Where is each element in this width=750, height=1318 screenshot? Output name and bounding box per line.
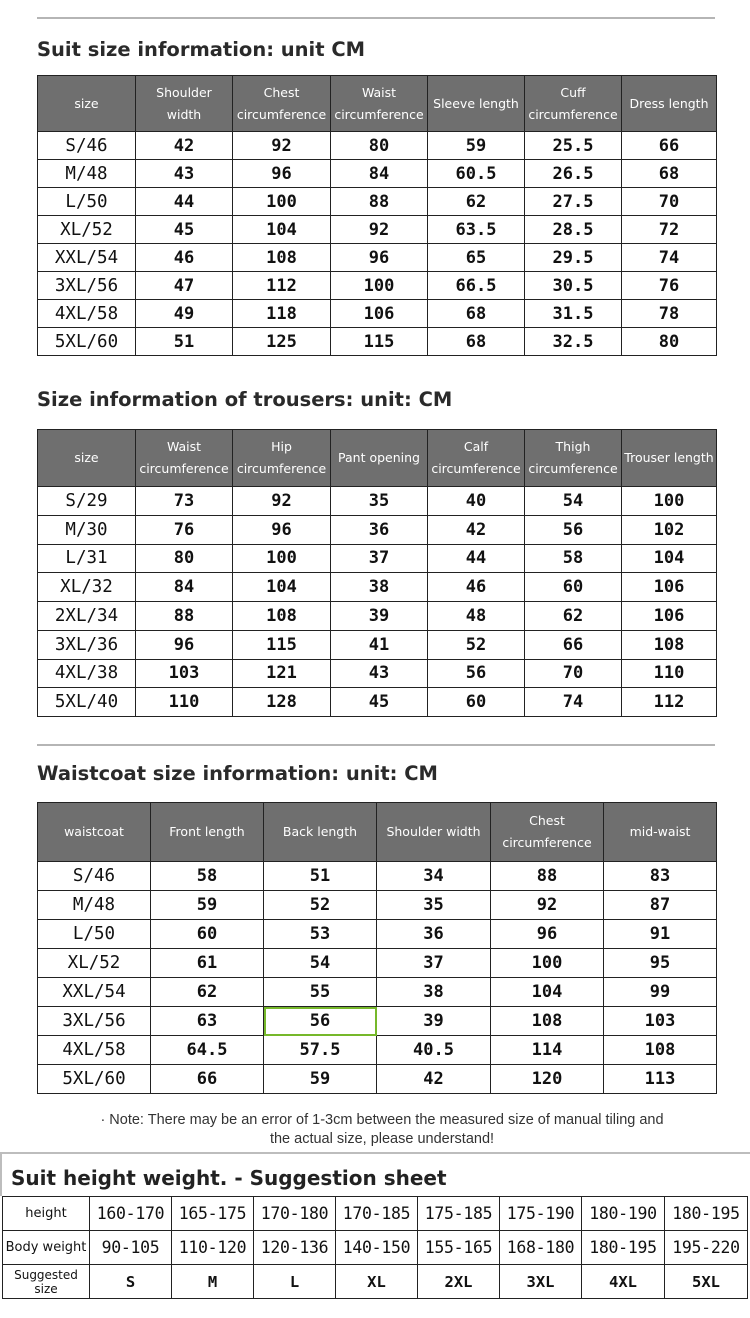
waistcoat-size-cell: 3XL/56 xyxy=(38,1007,151,1036)
suggested-size-cell: 3XL xyxy=(500,1265,582,1299)
suit-value-cell: 118 xyxy=(233,300,331,328)
suit-header-dress-length xyxy=(622,76,717,132)
suggested-size-label-line-2: size xyxy=(34,1281,58,1296)
suit-header-row xyxy=(38,76,717,132)
waistcoat-value-cell: 100 xyxy=(491,949,604,978)
suit-row xyxy=(38,188,717,216)
suit-value-cell: 72 xyxy=(622,216,717,244)
suggested-size-cell: 4XL xyxy=(582,1265,665,1299)
suit-value-cell: 68 xyxy=(428,300,525,328)
suit-value-cell: 49 xyxy=(136,300,233,328)
trousers-header-line: Waist xyxy=(166,439,202,454)
waistcoat-value-cell: 83 xyxy=(604,862,717,891)
waistcoat-row xyxy=(38,862,717,891)
suit-value-cell: 30.5 xyxy=(525,272,622,300)
trousers-value-cell: 108 xyxy=(233,602,331,631)
suit-value-cell: 125 xyxy=(233,328,331,356)
waistcoat-header-line: mid-waist xyxy=(629,824,691,839)
suit-value-cell: 31.5 xyxy=(525,300,622,328)
waistcoat-header-line: Front length xyxy=(169,824,245,839)
trousers-value-cell: 38 xyxy=(331,573,428,602)
trousers-header-pant-opening xyxy=(331,430,428,487)
waistcoat-value-cell: 99 xyxy=(604,978,717,1007)
trousers-header-line: circumference xyxy=(139,461,229,476)
trousers-value-cell: 35 xyxy=(331,487,428,516)
suggestion-sheet-title: Suit height weight. - Suggestion sheet xyxy=(11,1166,447,1190)
trousers-value-cell: 60 xyxy=(428,688,525,717)
suit-header-line: Cuff xyxy=(560,84,586,100)
waistcoat-value-cell: 88 xyxy=(491,862,604,891)
suit-row xyxy=(38,328,717,356)
waistcoat-size-cell: M/48 xyxy=(38,891,151,920)
waistcoat-value-cell-selected: 56 xyxy=(264,1007,377,1036)
top-divider xyxy=(37,17,715,19)
suit-value-cell: 25.5 xyxy=(525,132,622,160)
suit-value-cell: 96 xyxy=(331,244,428,272)
waistcoat-row xyxy=(38,891,717,920)
trousers-value-cell: 74 xyxy=(525,688,622,717)
suit-size-cell: L/50 xyxy=(38,188,136,216)
trousers-header-waist-circumference xyxy=(136,430,233,487)
trousers-value-cell: 62 xyxy=(525,602,622,631)
suit-header-sleeve-length xyxy=(428,76,525,132)
trousers-header-row xyxy=(38,430,717,487)
waistcoat-value-cell: 52 xyxy=(264,891,377,920)
suit-value-cell: 96 xyxy=(233,160,331,188)
suit-value-cell: 66.5 xyxy=(428,272,525,300)
suit-value-cell: 112 xyxy=(233,272,331,300)
waistcoat-size-cell: 5XL/60 xyxy=(38,1065,151,1094)
trousers-value-cell: 37 xyxy=(331,544,428,573)
weight-row xyxy=(3,1231,748,1265)
suit-value-cell: 42 xyxy=(136,132,233,160)
suit-value-cell: 66 xyxy=(622,132,717,160)
suit-size-cell: M/48 xyxy=(38,160,136,188)
trousers-size-cell: 2XL/34 xyxy=(38,602,136,631)
suit-header-line: circumference xyxy=(334,106,424,122)
trousers-value-cell: 80 xyxy=(136,544,233,573)
trousers-header-line: circumference xyxy=(236,461,327,476)
trousers-row xyxy=(38,659,717,688)
suit-size-cell: S/46 xyxy=(38,132,136,160)
trousers-value-cell: 39 xyxy=(331,602,428,631)
suit-value-cell: 106 xyxy=(331,300,428,328)
trousers-value-cell: 48 xyxy=(428,602,525,631)
suit-header-waist-circumference xyxy=(331,76,428,132)
suit-header-line: circumference xyxy=(528,106,618,122)
waistcoat-header-line: circumference xyxy=(502,835,592,850)
waistcoat-size-cell: XL/52 xyxy=(38,949,151,978)
waistcoat-value-cell: 36 xyxy=(377,920,491,949)
waistcoat-header-shoulder-width xyxy=(377,803,491,862)
suit-row xyxy=(38,300,717,328)
trousers-value-cell: 108 xyxy=(622,630,717,659)
suit-value-cell: 80 xyxy=(331,132,428,160)
suit-row xyxy=(38,160,717,188)
trousers-value-cell: 42 xyxy=(428,515,525,544)
suit-row xyxy=(38,272,717,300)
waistcoat-value-cell: 37 xyxy=(377,949,491,978)
waistcoat-header-line: Back length xyxy=(282,824,358,839)
waistcoat-value-cell: 57.5 xyxy=(264,1036,377,1065)
waistcoat-value-cell: 62 xyxy=(151,978,264,1007)
waistcoat-value-cell: 114 xyxy=(491,1036,604,1065)
suit-header-line: Sleeve length xyxy=(433,95,519,111)
trousers-value-cell: 106 xyxy=(622,602,717,631)
suit-body xyxy=(38,132,717,356)
waistcoat-value-cell: 92 xyxy=(491,891,604,920)
trousers-value-cell: 110 xyxy=(136,688,233,717)
suit-value-cell: 29.5 xyxy=(525,244,622,272)
weight-value-cell: 168-180 xyxy=(500,1231,582,1265)
suit-header-cuff-circumference xyxy=(525,76,622,132)
waistcoat-value-cell: 60 xyxy=(151,920,264,949)
waistcoat-size-cell: S/46 xyxy=(38,862,151,891)
trousers-value-cell: 84 xyxy=(136,573,233,602)
suit-value-cell: 59 xyxy=(428,132,525,160)
trousers-size-cell: 4XL/38 xyxy=(38,659,136,688)
waistcoat-header-row xyxy=(38,803,717,862)
waistcoat-value-cell: 113 xyxy=(604,1065,717,1094)
waistcoat-value-cell: 42 xyxy=(377,1065,491,1094)
suit-value-cell: 62 xyxy=(428,188,525,216)
trousers-header-line: Hip xyxy=(271,439,292,454)
trousers-value-cell: 103 xyxy=(136,659,233,688)
waistcoat-value-cell: 51 xyxy=(264,862,377,891)
trousers-value-cell: 54 xyxy=(525,487,622,516)
trousers-header-line: size xyxy=(74,450,99,465)
height-value-cell: 170-185 xyxy=(336,1197,418,1231)
trousers-row xyxy=(38,688,717,717)
suggested-size-row xyxy=(3,1265,748,1299)
measurement-note xyxy=(37,1111,727,1149)
trousers-value-cell: 115 xyxy=(233,630,331,659)
suit-value-cell: 65 xyxy=(428,244,525,272)
trousers-value-cell: 76 xyxy=(136,515,233,544)
suit-header-chest-circumference xyxy=(233,76,331,132)
trousers-value-cell: 112 xyxy=(622,688,717,717)
height-value-cell: 160-170 xyxy=(90,1197,172,1231)
trousers-value-cell: 104 xyxy=(622,544,717,573)
suit-value-cell: 92 xyxy=(233,132,331,160)
trousers-value-cell: 96 xyxy=(136,630,233,659)
suit-header-line: Dress length xyxy=(629,95,709,111)
trousers-value-cell: 104 xyxy=(233,573,331,602)
waistcoat-value-cell: 58 xyxy=(151,862,264,891)
trousers-value-cell: 128 xyxy=(233,688,331,717)
suit-header-line: width xyxy=(166,106,202,122)
trousers-size-cell: 3XL/36 xyxy=(38,630,136,659)
trousers-value-cell: 56 xyxy=(428,659,525,688)
trousers-header-hip-circumference xyxy=(233,430,331,487)
suit-row xyxy=(38,132,717,160)
suit-header-line: Chest xyxy=(263,84,300,100)
trousers-header-line: circumference xyxy=(431,461,521,476)
waistcoat-row xyxy=(38,920,717,949)
height-weight-table xyxy=(2,1196,748,1299)
suit-value-cell: 84 xyxy=(331,160,428,188)
waistcoat-row xyxy=(38,1036,717,1065)
waistcoat-section-title: Waistcoat size information: unit: CM xyxy=(37,762,438,785)
waistcoat-header-front-length xyxy=(151,803,264,862)
waistcoat-size-cell: L/50 xyxy=(38,920,151,949)
waistcoat-value-cell: 120 xyxy=(491,1065,604,1094)
trousers-value-cell: 106 xyxy=(622,573,717,602)
suit-value-cell: 88 xyxy=(331,188,428,216)
suit-value-cell: 43 xyxy=(136,160,233,188)
waistcoat-value-cell: 39 xyxy=(377,1007,491,1036)
waistcoat-value-cell: 63 xyxy=(151,1007,264,1036)
weight-value-cell: 110-120 xyxy=(172,1231,254,1265)
suit-value-cell: 100 xyxy=(331,272,428,300)
suggested-size-cell: S xyxy=(90,1265,172,1299)
trousers-value-cell: 60 xyxy=(525,573,622,602)
trousers-size-cell: XL/32 xyxy=(38,573,136,602)
waistcoat-row xyxy=(38,1065,717,1094)
height-value-cell: 175-190 xyxy=(500,1197,582,1231)
trousers-value-cell: 40 xyxy=(428,487,525,516)
suit-value-cell: 47 xyxy=(136,272,233,300)
suit-value-cell: 44 xyxy=(136,188,233,216)
suit-header-line: size xyxy=(74,95,99,111)
waistcoat-value-cell: 40.5 xyxy=(377,1036,491,1065)
trousers-size-cell: S/29 xyxy=(38,487,136,516)
trousers-body xyxy=(38,487,717,717)
trousers-value-cell: 56 xyxy=(525,515,622,544)
suit-value-cell: 51 xyxy=(136,328,233,356)
note-line-1: · Note: There may be an error of 1-3cm between the measured size of manual tiling and xyxy=(100,1112,664,1128)
trousers-header-size xyxy=(38,430,136,487)
waistcoat-value-cell: 53 xyxy=(264,920,377,949)
waistcoat-value-cell: 64.5 xyxy=(151,1036,264,1065)
waistcoat-value-cell: 61 xyxy=(151,949,264,978)
waistcoat-header-waistcoat xyxy=(38,803,151,862)
suit-value-cell: 100 xyxy=(233,188,331,216)
waistcoat-value-cell: 96 xyxy=(491,920,604,949)
weight-value-cell: 140-150 xyxy=(336,1231,418,1265)
suit-value-cell: 63.5 xyxy=(428,216,525,244)
suggested-size-label xyxy=(3,1265,90,1299)
trousers-header-line: Calf xyxy=(463,439,489,454)
note-line-2: the actual size, please understand! xyxy=(269,1131,495,1147)
suit-row xyxy=(38,216,717,244)
body-weight-label: Body weight xyxy=(3,1231,90,1265)
trousers-value-cell: 66 xyxy=(525,630,622,659)
trousers-value-cell: 96 xyxy=(233,515,331,544)
suit-value-cell: 46 xyxy=(136,244,233,272)
trousers-value-cell: 46 xyxy=(428,573,525,602)
waistcoat-header-line: Chest xyxy=(529,813,565,828)
waistcoat-header-line: Shoulder width xyxy=(386,824,481,839)
suit-section-title: Suit size information: unit CM xyxy=(37,38,366,61)
suit-value-cell: 108 xyxy=(233,244,331,272)
waistcoat-size-cell: XXL/54 xyxy=(38,978,151,1007)
suit-value-cell: 26.5 xyxy=(525,160,622,188)
suit-value-cell: 28.5 xyxy=(525,216,622,244)
height-value-cell: 175-185 xyxy=(418,1197,500,1231)
suit-size-cell: XXL/54 xyxy=(38,244,136,272)
suit-value-cell: 70 xyxy=(622,188,717,216)
suit-value-cell: 45 xyxy=(136,216,233,244)
middle-divider xyxy=(37,744,715,746)
waistcoat-value-cell: 55 xyxy=(264,978,377,1007)
trousers-value-cell: 92 xyxy=(233,487,331,516)
suit-value-cell: 76 xyxy=(622,272,717,300)
waistcoat-value-cell: 108 xyxy=(491,1007,604,1036)
suggested-size-cell: M xyxy=(172,1265,254,1299)
suggested-size-cell: L xyxy=(254,1265,336,1299)
waistcoat-body xyxy=(38,862,717,1094)
trousers-value-cell: 70 xyxy=(525,659,622,688)
height-row xyxy=(3,1197,748,1231)
waistcoat-header-back-length xyxy=(264,803,377,862)
waistcoat-row xyxy=(38,1007,717,1036)
height-value-cell: 170-180 xyxy=(254,1197,336,1231)
trousers-value-cell: 44 xyxy=(428,544,525,573)
waistcoat-value-cell: 87 xyxy=(604,891,717,920)
trousers-header-thigh-circumference xyxy=(525,430,622,487)
waistcoat-value-cell: 59 xyxy=(264,1065,377,1094)
trousers-header-line: Thigh xyxy=(555,439,591,454)
suit-header-line: Waist xyxy=(361,84,397,100)
trousers-value-cell: 73 xyxy=(136,487,233,516)
waistcoat-value-cell: 59 xyxy=(151,891,264,920)
trousers-value-cell: 100 xyxy=(622,487,717,516)
trousers-row xyxy=(38,515,717,544)
trousers-value-cell: 110 xyxy=(622,659,717,688)
weight-value-cell: 120-136 xyxy=(254,1231,336,1265)
trousers-size-table xyxy=(37,429,717,717)
suit-header-size xyxy=(38,76,136,132)
suit-value-cell: 78 xyxy=(622,300,717,328)
suggested-size-label-line-1: Suggested xyxy=(14,1267,78,1282)
height-label: height xyxy=(3,1197,90,1231)
trousers-value-cell: 88 xyxy=(136,602,233,631)
weight-value-cell: 155-165 xyxy=(418,1231,500,1265)
weight-value-cell: 180-195 xyxy=(582,1231,665,1265)
trousers-value-cell: 58 xyxy=(525,544,622,573)
waistcoat-header-mid-waist xyxy=(604,803,717,862)
trousers-row xyxy=(38,630,717,659)
waistcoat-value-cell: 103 xyxy=(604,1007,717,1036)
suit-value-cell: 104 xyxy=(233,216,331,244)
suit-value-cell: 115 xyxy=(331,328,428,356)
trousers-value-cell: 36 xyxy=(331,515,428,544)
trousers-header-line: Trouser length xyxy=(624,450,714,465)
suit-row xyxy=(38,244,717,272)
suit-size-cell: 4XL/58 xyxy=(38,300,136,328)
waistcoat-row xyxy=(38,978,717,1007)
suggested-size-cell: 2XL xyxy=(418,1265,500,1299)
suit-value-cell: 32.5 xyxy=(525,328,622,356)
suit-value-cell: 74 xyxy=(622,244,717,272)
waistcoat-value-cell: 66 xyxy=(151,1065,264,1094)
trousers-value-cell: 41 xyxy=(331,630,428,659)
waistcoat-value-cell: 108 xyxy=(604,1036,717,1065)
suit-size-cell: XL/52 xyxy=(38,216,136,244)
trousers-header-line: Pant opening xyxy=(338,450,420,465)
waistcoat-header-line: waistcoat xyxy=(64,824,124,839)
weight-value-cell: 90-105 xyxy=(90,1231,172,1265)
waistcoat-value-cell: 104 xyxy=(491,978,604,1007)
trousers-row xyxy=(38,487,717,516)
trousers-value-cell: 102 xyxy=(622,515,717,544)
waistcoat-row xyxy=(38,949,717,978)
trousers-row xyxy=(38,573,717,602)
trousers-header-line: circumference xyxy=(528,461,618,476)
trousers-header-trouser-length xyxy=(622,430,717,487)
trousers-size-cell: 5XL/40 xyxy=(38,688,136,717)
suit-size-cell: 5XL/60 xyxy=(38,328,136,356)
suit-header-shoulder-width xyxy=(136,76,233,132)
waistcoat-value-cell: 91 xyxy=(604,920,717,949)
trousers-value-cell: 45 xyxy=(331,688,428,717)
suggested-size-cell: 5XL xyxy=(665,1265,748,1299)
weight-value-cell: 195-220 xyxy=(665,1231,748,1265)
suit-value-cell: 80 xyxy=(622,328,717,356)
trousers-size-cell: L/31 xyxy=(38,544,136,573)
waistcoat-header-chest-circumference xyxy=(491,803,604,862)
height-value-cell: 180-190 xyxy=(582,1197,665,1231)
suit-value-cell: 68 xyxy=(428,328,525,356)
trousers-row xyxy=(38,602,717,631)
trousers-value-cell: 43 xyxy=(331,659,428,688)
suggested-size-cell: XL xyxy=(336,1265,418,1299)
suit-header-line: circumference xyxy=(236,106,327,122)
suit-value-cell: 68 xyxy=(622,160,717,188)
trousers-row xyxy=(38,544,717,573)
height-value-cell: 165-175 xyxy=(172,1197,254,1231)
suit-value-cell: 60.5 xyxy=(428,160,525,188)
trousers-section-title: Size information of trousers: unit: CM xyxy=(37,388,453,411)
waistcoat-size-cell: 4XL/58 xyxy=(38,1036,151,1065)
waistcoat-value-cell: 54 xyxy=(264,949,377,978)
trousers-value-cell: 52 xyxy=(428,630,525,659)
trousers-header-calf-circumference xyxy=(428,430,525,487)
suit-size-table xyxy=(37,75,717,356)
waistcoat-size-table xyxy=(37,802,717,1094)
waistcoat-value-cell: 34 xyxy=(377,862,491,891)
suit-value-cell: 92 xyxy=(331,216,428,244)
trousers-value-cell: 100 xyxy=(233,544,331,573)
waistcoat-value-cell: 35 xyxy=(377,891,491,920)
height-value-cell: 180-195 xyxy=(665,1197,748,1231)
waistcoat-value-cell: 95 xyxy=(604,949,717,978)
suit-size-cell: 3XL/56 xyxy=(38,272,136,300)
trousers-value-cell: 121 xyxy=(233,659,331,688)
suit-header-line: Shoulder xyxy=(156,84,212,100)
trousers-size-cell: M/30 xyxy=(38,515,136,544)
suit-value-cell: 27.5 xyxy=(525,188,622,216)
waistcoat-value-cell: 38 xyxy=(377,978,491,1007)
